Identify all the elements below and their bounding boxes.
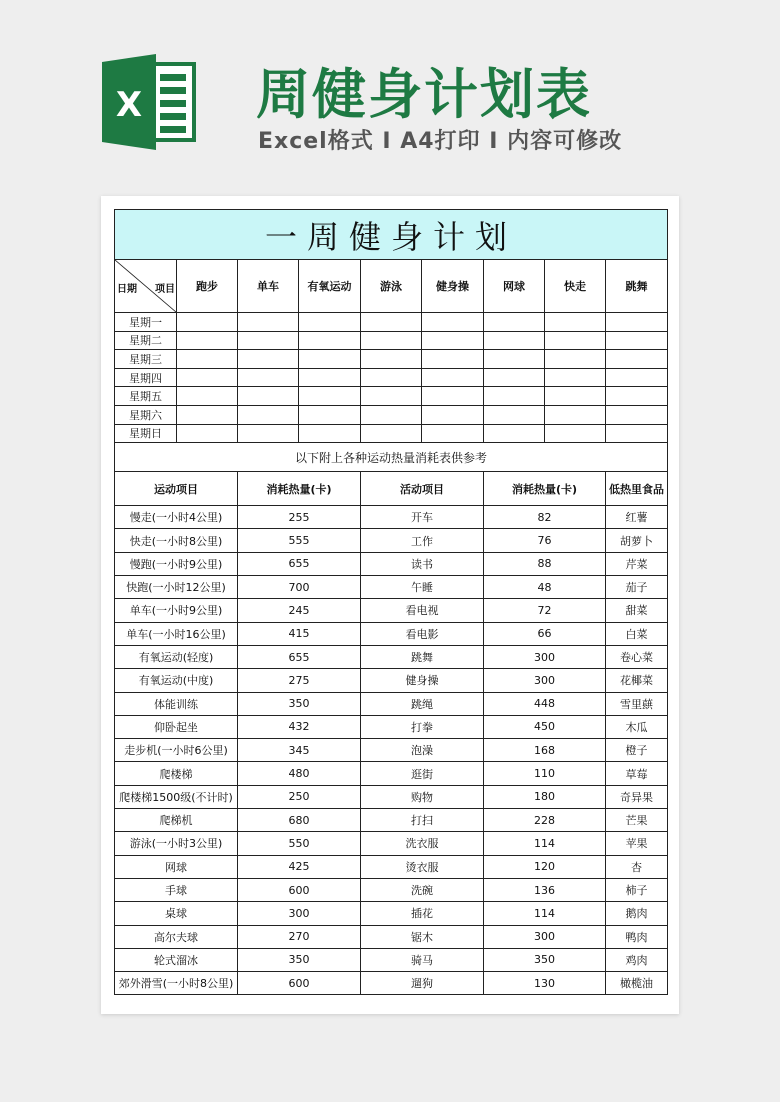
exercise-calorie-cell[interactable]: 270 [238,925,361,948]
plan-cell[interactable] [545,350,606,369]
calorie-column-header[interactable]: 低热里食品 [606,472,668,506]
exercise-calorie-cell[interactable]: 555 [238,529,361,552]
activity-name-cell[interactable]: 看电影 [361,622,484,645]
corner-date-label: 日期 [117,284,137,295]
activity-calorie-cell[interactable]: 76 [484,529,606,552]
exercise-calorie-cell[interactable]: 600 [238,972,361,995]
activity-name-cell[interactable]: 读书 [361,552,484,575]
activity-calorie-cell[interactable]: 48 [484,576,606,599]
svg-text:X: X [115,85,143,125]
banner-title: 周健身计划表 [256,63,592,126]
corner-header-cell[interactable] [115,260,177,313]
day-row [115,387,668,406]
plan-cell[interactable] [545,331,606,350]
activity-name-cell[interactable]: 遛狗 [361,972,484,995]
exercise-calorie-cell[interactable]: 480 [238,762,361,785]
table-row [115,972,668,995]
sheet-title[interactable]: 一周健身计划 [115,210,668,260]
plan-cell[interactable] [422,313,484,332]
plan-cell[interactable] [545,405,606,424]
plan-cell[interactable] [299,368,361,387]
low-calorie-food-cell[interactable]: 奇异果 [606,785,668,808]
day-label-cell[interactable]: 星期四 [115,368,177,387]
calorie-column-header[interactable]: 活动项目 [361,472,484,506]
exercise-name-cell[interactable]: 慢跑(一小时9公里) [115,552,238,575]
activity-header-cell[interactable]: 快走 [545,260,606,313]
table-row [115,529,668,552]
low-calorie-food-cell[interactable]: 芹菜 [606,552,668,575]
activity-calorie-cell[interactable]: 88 [484,552,606,575]
exercise-calorie-cell[interactable]: 350 [238,692,361,715]
activity-header-cell[interactable]: 跑步 [177,260,238,313]
low-calorie-food-cell[interactable]: 芒果 [606,809,668,832]
exercise-calorie-cell[interactable]: 255 [238,506,361,529]
activity-header-cell[interactable]: 跳舞 [606,260,668,313]
table-row [115,692,668,715]
plan-cell[interactable] [545,424,606,443]
calorie-column-header[interactable]: 消耗热量(卡) [484,472,606,506]
table-row [115,809,668,832]
activity-calorie-cell[interactable]: 114 [484,902,606,925]
plan-cell[interactable] [361,331,422,350]
activity-calorie-cell[interactable]: 72 [484,599,606,622]
day-label-cell[interactable]: 星期二 [115,331,177,350]
exercise-calorie-cell[interactable]: 250 [238,785,361,808]
plan-cell[interactable] [606,350,668,369]
table-row [115,599,668,622]
exercise-name-cell[interactable]: 轮式溜冰 [115,948,238,971]
exercise-name-cell[interactable]: 仰卧起坐 [115,715,238,738]
exercise-name-cell[interactable]: 慢走(一小时4公里) [115,506,238,529]
plan-cell[interactable] [361,424,422,443]
plan-cell[interactable] [299,313,361,332]
exercise-calorie-cell[interactable]: 432 [238,715,361,738]
day-row [115,424,668,443]
exercise-calorie-cell[interactable]: 600 [238,878,361,901]
exercise-calorie-cell[interactable]: 275 [238,669,361,692]
plan-cell[interactable] [484,405,545,424]
day-row [115,368,668,387]
low-calorie-food-cell[interactable]: 茄子 [606,576,668,599]
low-calorie-food-cell[interactable]: 花椰菜 [606,669,668,692]
low-calorie-food-cell[interactable]: 红薯 [606,506,668,529]
activity-calorie-cell[interactable]: 300 [484,925,606,948]
exercise-calorie-cell[interactable]: 655 [238,645,361,668]
plan-cell[interactable] [422,387,484,406]
plan-cell[interactable] [606,368,668,387]
activity-name-cell[interactable]: 午睡 [361,576,484,599]
plan-cell[interactable] [606,387,668,406]
plan-cell[interactable] [422,350,484,369]
day-label-cell[interactable]: 星期五 [115,387,177,406]
activity-calorie-cell[interactable]: 136 [484,878,606,901]
exercise-calorie-cell[interactable]: 415 [238,622,361,645]
header-banner [0,0,780,190]
plan-cell[interactable] [422,424,484,443]
exercise-name-cell[interactable]: 走步机(一小时6公里) [115,739,238,762]
day-label-cell[interactable]: 星期日 [115,424,177,443]
exercise-name-cell[interactable]: 快走(一小时8公里) [115,529,238,552]
day-label-cell[interactable]: 星期六 [115,405,177,424]
activity-name-cell[interactable]: 逛街 [361,762,484,785]
plan-cell[interactable] [545,313,606,332]
plan-cell[interactable] [238,424,299,443]
activity-name-cell[interactable]: 插花 [361,902,484,925]
calorie-column-header[interactable]: 消耗热量(卡) [238,472,361,506]
table-row [115,576,668,599]
activity-name-cell[interactable]: 购物 [361,785,484,808]
plan-cell[interactable] [238,350,299,369]
plan-cell[interactable] [238,368,299,387]
exercise-name-cell[interactable]: 单车(一小时9公里) [115,599,238,622]
plan-cell[interactable] [299,387,361,406]
plan-cell[interactable] [484,368,545,387]
exercise-calorie-cell[interactable]: 680 [238,809,361,832]
activity-name-cell[interactable]: 骑马 [361,948,484,971]
exercise-name-cell[interactable]: 桌球 [115,902,238,925]
reference-note[interactable]: 以下附上各种运动热量消耗表供参考 [115,443,668,472]
corner-item-label: 项目 [155,284,175,295]
exercise-name-cell[interactable]: 爬楼梯 [115,762,238,785]
activity-name-cell[interactable]: 开车 [361,506,484,529]
activity-name-cell[interactable]: 跳绳 [361,692,484,715]
fitness-plan-table [114,209,668,995]
exercise-name-cell[interactable]: 体能训练 [115,692,238,715]
low-calorie-food-cell[interactable]: 鸭肉 [606,925,668,948]
plan-cell[interactable] [177,368,238,387]
exercise-name-cell[interactable]: 郊外滑雪(一小时8公里) [115,972,238,995]
low-calorie-food-cell[interactable]: 杏 [606,855,668,878]
low-calorie-food-cell[interactable]: 草莓 [606,762,668,785]
banner-subtitle: Excel格式 I A4打印 I 内容可修改 [258,129,623,154]
table-row [115,785,668,808]
plan-cell[interactable] [299,331,361,350]
activity-header-cell[interactable]: 有氧运动 [299,260,361,313]
plan-cell[interactable] [422,405,484,424]
exercise-name-cell[interactable]: 有氧运动(轻度) [115,645,238,668]
plan-cell[interactable] [361,350,422,369]
table-row [115,855,668,878]
activity-name-cell[interactable]: 看电视 [361,599,484,622]
activity-calorie-cell[interactable]: 66 [484,622,606,645]
exercise-name-cell[interactable]: 爬梯机 [115,809,238,832]
exercise-name-cell[interactable]: 快跑(一小时12公里) [115,576,238,599]
plan-cell[interactable] [484,424,545,443]
activity-header-cell[interactable]: 游泳 [361,260,422,313]
activity-calorie-cell[interactable]: 168 [484,739,606,762]
low-calorie-food-cell[interactable]: 甜菜 [606,599,668,622]
activity-name-cell[interactable]: 工作 [361,529,484,552]
low-calorie-food-cell[interactable]: 卷心菜 [606,645,668,668]
activity-calorie-cell[interactable]: 120 [484,855,606,878]
excel-icon [98,54,198,150]
low-calorie-food-cell[interactable]: 苹果 [606,832,668,855]
exercise-name-cell[interactable]: 网球 [115,855,238,878]
day-row [115,331,668,350]
activity-name-cell[interactable]: 打拳 [361,715,484,738]
plan-cell[interactable] [238,331,299,350]
activity-calorie-cell[interactable]: 448 [484,692,606,715]
plan-cell[interactable] [484,387,545,406]
day-label-cell[interactable]: 星期三 [115,350,177,369]
exercise-name-cell[interactable]: 高尔夫球 [115,925,238,948]
plan-cell[interactable] [299,350,361,369]
table-row [115,902,668,925]
plan-cell[interactable] [545,387,606,406]
table-row [115,715,668,738]
table-row [115,925,668,948]
exercise-name-cell[interactable]: 游泳(一小时3公里) [115,832,238,855]
activity-name-cell[interactable]: 健身操 [361,669,484,692]
exercise-name-cell[interactable]: 单车(一小时16公里) [115,622,238,645]
low-calorie-food-cell[interactable]: 柿子 [606,878,668,901]
plan-cell[interactable] [238,313,299,332]
plan-cell[interactable] [238,405,299,424]
plan-cell[interactable] [361,387,422,406]
plan-cell[interactable] [299,424,361,443]
low-calorie-food-cell[interactable]: 木瓜 [606,715,668,738]
exercise-calorie-cell[interactable]: 350 [238,948,361,971]
low-calorie-food-cell[interactable]: 鹅肉 [606,902,668,925]
plan-cell[interactable] [545,368,606,387]
activity-calorie-cell[interactable]: 180 [484,785,606,808]
table-row [115,832,668,855]
activity-header-cell[interactable]: 健身操 [422,260,484,313]
table-row [115,645,668,668]
plan-cell[interactable] [177,313,238,332]
activity-name-cell[interactable]: 泡澡 [361,739,484,762]
activity-calorie-cell[interactable]: 114 [484,832,606,855]
low-calorie-food-cell[interactable]: 胡萝卜 [606,529,668,552]
exercise-name-cell[interactable]: 手球 [115,878,238,901]
exercise-calorie-cell[interactable]: 425 [238,855,361,878]
activity-header-cell[interactable]: 网球 [484,260,545,313]
table-row [115,762,668,785]
calorie-column-header[interactable]: 运动项目 [115,472,238,506]
day-row [115,313,668,332]
table-row [115,622,668,645]
low-calorie-food-cell[interactable]: 橄榄油 [606,972,668,995]
table-row [115,878,668,901]
plan-cell[interactable] [299,405,361,424]
plan-cell[interactable] [422,331,484,350]
activity-calorie-cell[interactable]: 110 [484,762,606,785]
exercise-name-cell[interactable]: 有氧运动(中度) [115,669,238,692]
exercise-calorie-cell[interactable]: 345 [238,739,361,762]
table-row [115,506,668,529]
table-row [115,948,668,971]
plan-cell[interactable] [422,368,484,387]
day-row [115,350,668,369]
exercise-calorie-cell[interactable]: 300 [238,902,361,925]
plan-cell[interactable] [361,368,422,387]
exercise-calorie-cell[interactable]: 245 [238,599,361,622]
activity-calorie-cell[interactable]: 450 [484,715,606,738]
sheet-paper [101,196,679,1014]
low-calorie-food-cell[interactable]: 白菜 [606,622,668,645]
exercise-calorie-cell[interactable]: 700 [238,576,361,599]
activity-name-cell[interactable]: 洗碗 [361,878,484,901]
exercise-calorie-cell[interactable]: 550 [238,832,361,855]
activity-name-cell[interactable]: 烫衣服 [361,855,484,878]
table-row [115,739,668,762]
activity-header-cell[interactable]: 单车 [238,260,299,313]
activity-name-cell[interactable]: 跳舞 [361,645,484,668]
activity-calorie-cell[interactable]: 82 [484,506,606,529]
plan-cell[interactable] [361,405,422,424]
plan-cell[interactable] [606,313,668,332]
low-calorie-food-cell[interactable]: 鸡肉 [606,948,668,971]
plan-cell[interactable] [606,331,668,350]
plan-cell[interactable] [484,331,545,350]
activity-calorie-cell[interactable]: 228 [484,809,606,832]
plan-cell[interactable] [177,350,238,369]
activity-name-cell[interactable]: 锯木 [361,925,484,948]
activity-name-cell[interactable]: 打扫 [361,809,484,832]
plan-cell[interactable] [177,331,238,350]
activity-calorie-cell[interactable]: 300 [484,645,606,668]
day-label-cell[interactable]: 星期一 [115,313,177,332]
plan-cell[interactable] [177,405,238,424]
exercise-name-cell[interactable]: 爬楼梯1500级(不计时) [115,785,238,808]
exercise-calorie-cell[interactable]: 655 [238,552,361,575]
activity-calorie-cell[interactable]: 130 [484,972,606,995]
activity-name-cell[interactable]: 洗衣服 [361,832,484,855]
activity-calorie-cell[interactable]: 300 [484,669,606,692]
activity-calorie-cell[interactable]: 350 [484,948,606,971]
plan-cell[interactable] [606,424,668,443]
plan-cell[interactable] [606,405,668,424]
plan-cell[interactable] [361,313,422,332]
table-row [115,552,668,575]
plan-cell[interactable] [484,350,545,369]
day-row [115,405,668,424]
low-calorie-food-cell[interactable]: 雪里蕻 [606,692,668,715]
table-row [115,669,668,692]
plan-cell[interactable] [177,424,238,443]
low-calorie-food-cell[interactable]: 橙子 [606,739,668,762]
plan-cell[interactable] [238,387,299,406]
plan-cell[interactable] [484,313,545,332]
plan-cell[interactable] [177,387,238,406]
